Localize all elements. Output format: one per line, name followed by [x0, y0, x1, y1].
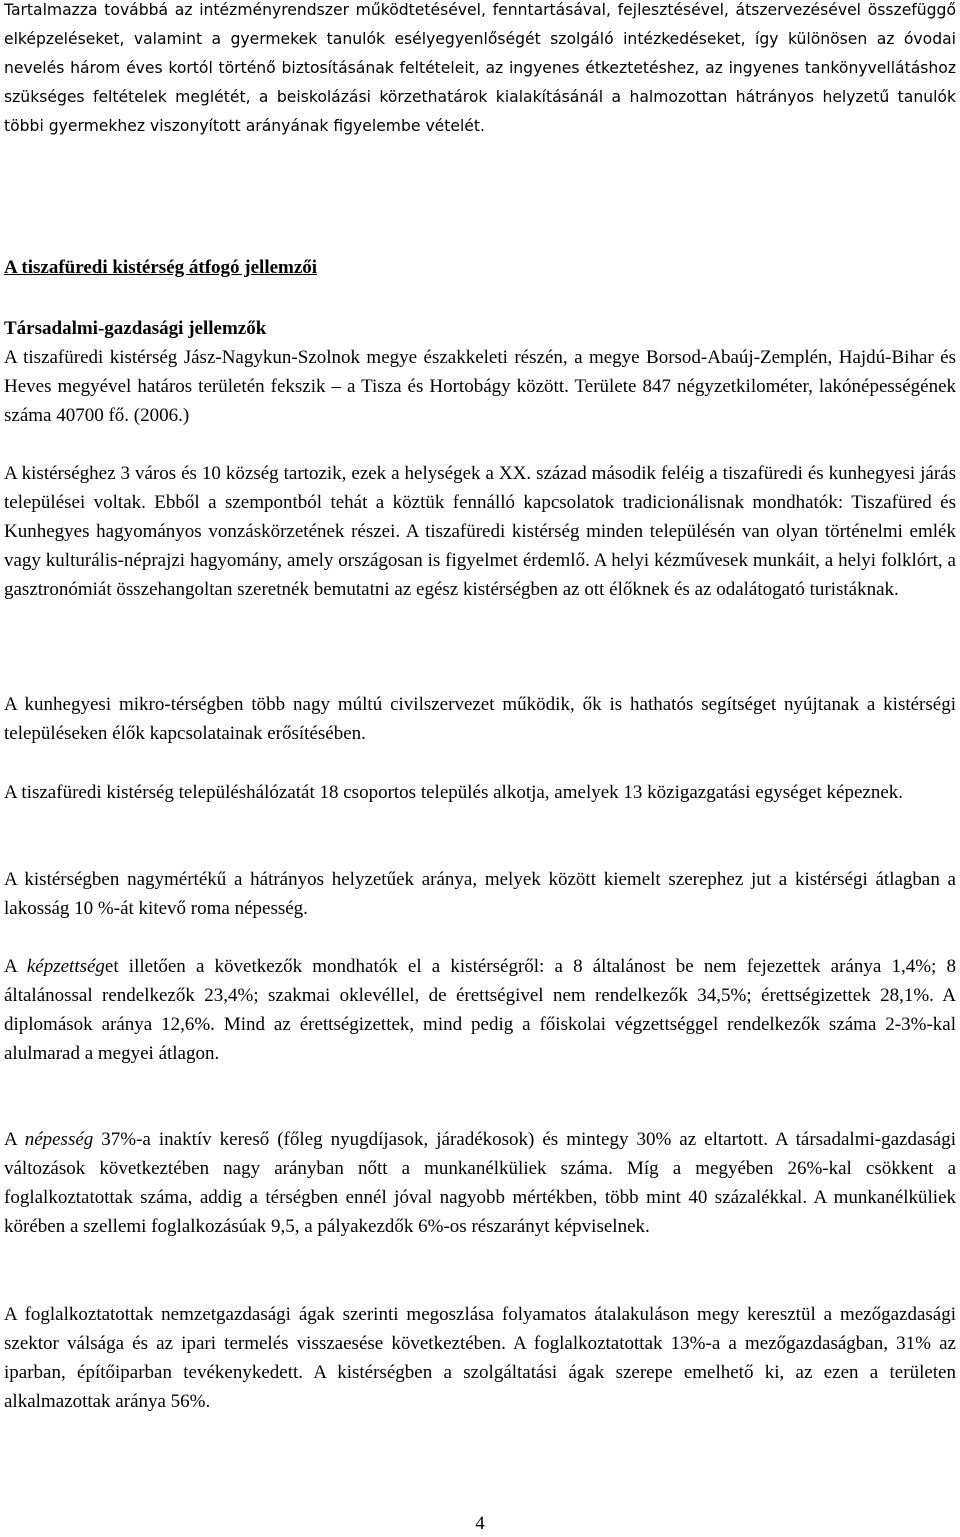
section-title: [4, 253, 956, 282]
section-title-text: A tiszafüredi kistérség átfogó jellemzői: [4, 257, 318, 278]
paragraph-settlement-network: A tiszafüredi kistérség településhálózatát 18 csoportos település alkotja, amelyek 13 közigazgatási egységet képeznek.: [4, 782, 904, 803]
paragraph-education: [4, 952, 956, 1068]
paragraph-employment: A foglalkoztatottak nemzetgazdasági ágak szerinti megoszlása folyamatos átalakuláson megy keresztül a mezőgazdasági szektor válsága és az ipari termelés visszaesése következtében. A foglalkoztatottak 13%-a a mezőgazdaságban, 31% az iparban, építőiparban tevékenykedett. A kistérségben a szolgáltatási ágak szerepe emelhető ki, az ezen a területen alkalmazottak aránya 56%.: [4, 1304, 956, 1412]
population-emphasis: népesség: [24, 1129, 94, 1150]
document-page: [4, 0, 956, 1537]
paragraph-settlements: A kistérséghez 3 város és 10 község tartozik, ezek a helységek a XX. század második feléig a tiszafüredi és kunhegyesi járás települései voltak. Ebből a szempontból tehát a köztük fennálló kapcsolatok tradicionálisnak mondhatók: Tiszafüred és Kunhegyes hagyományos vonzáskörzetének részei. A tiszafüredi kistérség minden településén van olyan történelmi emlék vagy kulturális-néprajzi hagyomány, amely országosan is figyelmet érdemlő. A helyi kézművesek munkáit, a helyi folklórt, a gasztronómiát összehangoltan szeretnék bemutatni az egész kistérségben az ott élőknek és az odalátogató turistáknak.: [4, 463, 956, 600]
section-subtitle: [4, 314, 956, 343]
paragraph-civil-organizations: A kunhegyesi mikro-térségben több nagy múltú civilszervezet működik, ők is hathatós segítséget nyújtanak a kistérségi településeken élők kapcsolatainak erősítésében.: [4, 694, 956, 744]
population-body: 37%-a inaktív kereső (főleg nyugdíjasok, járadékosok) és mintegy 30% az eltartott. A társadalmi-gazdasági változások következtében nagy arányban nőtt a munkanélküliek száma. Míg a megyében 26%-kal csökkent a foglalkoztatottak száma, addig a térségben ennél jóval nagyobb mértékben, több mint 40 százalékkal. A munkanélküliek körében a szellemi foglalkozásúak 9,5, a pályakezdők 6%-os részarányt képviselnek.: [4, 1129, 956, 1237]
paragraph-population: [4, 1125, 956, 1241]
page-number: 4: [475, 1513, 485, 1534]
education-body: et illetően a következők mondhatók el a kistérségről: a 8 általánost be nem fejezettek aránya 1,4%; 8 általánossal rendelkezők 23,4%; szakmai oklevéllel, de érettségivel nem rendelkezők 34,5%; érettségizettek 28,1%. A diplomások aránya 12,6%. Mind az érettségizettek, mind pedig a főiskolai végzettséggel rendelkezők száma 2-3%-kal alulmarad a megyei átlagon.: [4, 956, 956, 1064]
population-prefix: A: [4, 1129, 25, 1150]
education-prefix: A: [4, 956, 27, 977]
section-subtitle-text: Társadalmi-gazdasági jellemzők: [4, 318, 267, 339]
paragraph-location: A tiszafüredi kistérség Jász-Nagykun-Szolnok megye északkeleti részén, a megye Borsod-Abaúj-Zemplén, Hajdú-Bihar és Heves megyével határos területén fekszik – a Tisza és Hortobágy között. Területe 847 négyzetkilométer, lakónépességének száma 40700 fő. (2006.): [4, 347, 956, 426]
paragraph-disadvantaged: A kistérségben nagymértékű a hátrányos helyzetűek aránya, melyek között kiemelt szerephez jut a kistérségi átlagban a lakosság 10 %-át kitevő roma népesség.: [4, 869, 956, 919]
education-emphasis: képzettség: [26, 956, 105, 977]
intro-paragraph: Tartalmazza továbbá az intézményrendszer működtetésével, fenntartásával, fejlesztésével, átszervezésével összefüggő elképzeléseket, valamint a gyermekek tanulók esélyegyenlőségét szolgáló intézkedéseket, így különösen az óvodai nevelés három éves kortól történő biztosításának feltételeit, az ingyenes étkeztetéshez, az ingyenes tankönyvellátáshoz szükséges feltételek meglétét, a beiskolázási körzethatárok kialakításánál a halmozottan hátrányos helyzetű tanulók többi gyermekhez viszonyított arányának figyelembe vételét.: [4, 1, 956, 135]
